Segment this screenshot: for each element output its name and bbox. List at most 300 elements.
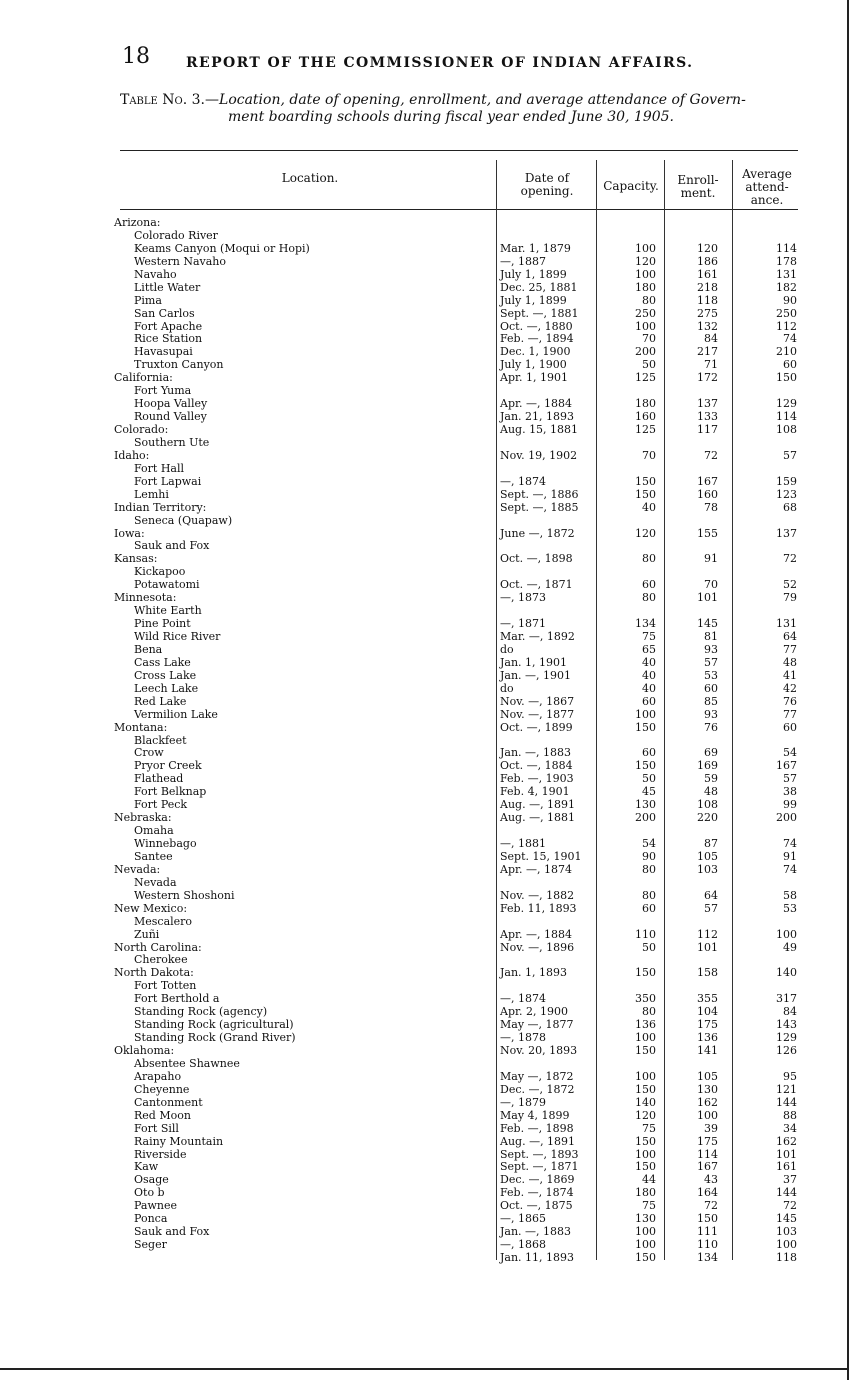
- capacity-value: 150: [635, 1160, 656, 1174]
- school-location: Osage: [134, 1173, 169, 1187]
- average-attendance-value: 95: [783, 1069, 797, 1083]
- enrollment-value: 57: [704, 655, 718, 669]
- average-attendance-value: 37: [783, 1173, 797, 1187]
- average-attendance-value: 58: [783, 888, 797, 902]
- capacity-value: 200: [635, 345, 656, 359]
- school-location: Colorado River: [134, 228, 218, 242]
- caption-text-2: ment boarding schools during fiscal year ended June 30, 1905.: [228, 109, 674, 125]
- average-attendance-value: 100: [776, 927, 797, 941]
- capacity-value: 110: [635, 927, 656, 941]
- capacity-value: 150: [635, 759, 656, 773]
- average-attendance-value: 74: [783, 837, 797, 850]
- opening-date: —, 1874: [500, 474, 546, 488]
- average-attendance-value: 123: [776, 487, 797, 501]
- average-attendance-value: 68: [783, 500, 797, 514]
- capacity-value: 136: [635, 1018, 656, 1032]
- opening-date: Aug. —, 1891: [500, 798, 576, 812]
- school-location: Cross Lake: [134, 668, 197, 682]
- enrollment-value: 72: [704, 1199, 718, 1213]
- average-attendance-value: 131: [776, 617, 797, 631]
- state-row: [0, 863, 859, 876]
- school-location: Bena: [134, 642, 163, 656]
- average-attendance-value: 74: [783, 332, 797, 346]
- enrollment-value: 167: [697, 474, 718, 488]
- state-row: [0, 966, 859, 979]
- school-location: Fort Apache: [134, 319, 203, 333]
- capacity-value: 100: [635, 1238, 656, 1252]
- enrollment-value: 186: [697, 254, 718, 268]
- table-row: [0, 1173, 859, 1186]
- school-location: Cherokee: [134, 953, 188, 967]
- average-attendance-value: 54: [783, 746, 797, 760]
- state-name: Idaho:: [114, 448, 150, 462]
- average-attendance-value: 103: [776, 1225, 797, 1239]
- table-row: [0, 578, 859, 591]
- average-attendance-value: 76: [783, 694, 797, 708]
- caption-line-2: [120, 109, 810, 126]
- state-name: North Dakota:: [114, 966, 194, 980]
- table-row: [0, 746, 859, 759]
- state-name: Arizona:: [114, 216, 161, 229]
- opening-date: Sept. —, 1893: [500, 1147, 579, 1161]
- enrollment-value: 91: [704, 552, 718, 566]
- state-name: Colorado:: [114, 423, 169, 436]
- state-name: New Mexico:: [114, 901, 188, 915]
- table-body: [0, 216, 859, 1264]
- school-location: Seneca (Quapaw): [134, 513, 233, 527]
- average-attendance-value: 118: [776, 1251, 797, 1264]
- school-location: Sauk and Fox: [134, 1225, 210, 1239]
- enrollment-value: 155: [697, 526, 718, 540]
- state-name: Minnesota:: [114, 591, 177, 605]
- capacity-value: 45: [642, 785, 656, 799]
- table-row: [0, 358, 859, 371]
- opening-date: Oct. —, 1880: [500, 319, 573, 333]
- opening-date: Sept. —, 1871: [500, 1160, 579, 1174]
- table-row: [0, 1018, 859, 1031]
- column-location-label: Location.: [281, 171, 339, 185]
- table-row: [0, 1070, 859, 1083]
- opening-date: Jan. 11, 1893: [500, 1251, 575, 1264]
- state-row: [0, 591, 859, 604]
- table-row: [0, 475, 859, 488]
- school-location: Western Navaho: [134, 254, 226, 268]
- opening-date: Jan. 1, 1893: [500, 966, 568, 980]
- average-attendance-value: 129: [776, 1031, 797, 1045]
- school-location: Fort Hall: [134, 461, 185, 475]
- enrollment-value: 78: [704, 500, 718, 514]
- average-attendance-value: 64: [783, 630, 797, 643]
- table-row: [0, 992, 859, 1005]
- table-row: [0, 1238, 859, 1251]
- school-location: Flathead: [134, 772, 184, 786]
- column-header-date: [500, 172, 594, 198]
- capacity-value: 100: [635, 1069, 656, 1083]
- opening-date: Feb. —, 1898: [500, 1121, 574, 1135]
- school-location: Nevada: [134, 875, 177, 889]
- enrollment-value: 59: [704, 772, 718, 786]
- opening-date: do: [500, 681, 514, 695]
- average-attendance-value: 84: [783, 1005, 797, 1019]
- average-attendance-value: 114: [776, 410, 797, 424]
- school-location: Cantonment: [134, 1095, 203, 1109]
- school-location: Zuñi: [134, 927, 160, 941]
- table-row: [0, 759, 859, 772]
- column-date-line-1: Date of: [524, 171, 570, 185]
- opening-date: Feb. 4, 1901: [500, 785, 570, 799]
- capacity-value: 100: [635, 241, 656, 255]
- capacity-value: 80: [642, 552, 656, 566]
- capacity-value: 50: [642, 358, 656, 372]
- table-row: [0, 669, 859, 682]
- average-attendance-value: 210: [776, 345, 797, 359]
- opening-date: Nov. —, 1867: [500, 694, 575, 708]
- opening-date: —, 1874: [500, 992, 546, 1006]
- school-location: Kickapoo: [134, 565, 186, 579]
- table-row: [0, 630, 859, 643]
- school-location: Pine Point: [134, 617, 191, 631]
- average-attendance-value: 77: [783, 642, 797, 656]
- state-row: [0, 1044, 859, 1057]
- capacity-value: 250: [635, 306, 656, 320]
- caption-line-1: Table No. 3.—Location, date of opening, enrollment, and average attendance of Govern-: [120, 92, 746, 108]
- average-attendance-value: 317: [776, 992, 797, 1006]
- school-location: Standing Rock (Grand River): [134, 1031, 296, 1045]
- school-location: Blackfeet: [134, 733, 187, 747]
- school-location: Oto b: [134, 1186, 165, 1200]
- average-attendance-value: 49: [783, 940, 797, 954]
- table-row: [0, 345, 859, 358]
- school-location: Leech Lake: [134, 681, 199, 695]
- opening-date: Apr. 1, 1901: [500, 371, 569, 385]
- capacity-value: 120: [635, 526, 656, 540]
- capacity-value: 50: [642, 940, 656, 954]
- state-row: [0, 552, 859, 565]
- enrollment-value: 169: [697, 759, 718, 773]
- table-row: [0, 656, 859, 669]
- enrollment-value: 136: [697, 1031, 718, 1045]
- enrollment-value: 110: [697, 1238, 718, 1252]
- average-attendance-value: 48: [783, 655, 797, 669]
- capacity-value: 150: [635, 720, 656, 734]
- capacity-value: 40: [642, 668, 656, 682]
- table-row: [0, 1225, 859, 1238]
- opening-date: Jan. —, 1901: [500, 668, 572, 682]
- enrollment-value: 53: [704, 668, 718, 682]
- table-row: [0, 1109, 859, 1122]
- school-location: Western Shoshoni: [134, 888, 235, 902]
- average-attendance-value: 250: [776, 306, 797, 320]
- average-attendance-value: 88: [783, 1108, 797, 1122]
- table-row: [0, 876, 859, 889]
- school-location: San Carlos: [134, 306, 195, 320]
- table-row: [0, 268, 859, 281]
- table-row: [0, 604, 859, 617]
- enrollment-value: 105: [697, 1069, 718, 1083]
- enrollment-value: 104: [697, 1005, 718, 1019]
- average-attendance-value: 72: [783, 1199, 797, 1213]
- table-row: [0, 824, 859, 837]
- opening-date: Apr. —, 1884: [500, 397, 573, 411]
- column-average-line-1: Average: [742, 167, 792, 181]
- school-location: White Earth: [134, 604, 202, 618]
- school-location: Standing Rock (agricultural): [134, 1018, 294, 1032]
- capacity-value: 70: [642, 448, 656, 462]
- capacity-value: 150: [635, 474, 656, 488]
- enrollment-value: 141: [697, 1044, 718, 1057]
- school-location: Fort Peck: [134, 798, 188, 812]
- school-location: Truxton Canyon: [134, 358, 224, 372]
- table-row: [0, 294, 859, 307]
- opening-date: Jan. —, 1883: [500, 1225, 572, 1239]
- opening-date: Feb. —, 1874: [500, 1186, 574, 1200]
- state-name: North Carolina:: [114, 940, 202, 954]
- enrollment-value: 114: [697, 1147, 718, 1161]
- table-row: [0, 734, 859, 747]
- table-row: [0, 397, 859, 410]
- capacity-value: 150: [635, 1082, 656, 1096]
- table-row: [0, 837, 859, 850]
- opening-date: —, 1865: [500, 1212, 546, 1226]
- table-row: [0, 798, 859, 811]
- state-name: Iowa:: [114, 526, 145, 540]
- table-row: [0, 617, 859, 630]
- enrollment-value: 100: [697, 1108, 718, 1122]
- state-name: Indian Territory:: [114, 500, 207, 514]
- enrollment-value: 39: [704, 1121, 718, 1135]
- state-row: [0, 527, 859, 540]
- enrollment-value: 103: [697, 862, 718, 876]
- column-header-enrollment: [666, 174, 730, 200]
- capacity-value: 75: [642, 1199, 656, 1213]
- opening-date: —, 1879: [500, 1095, 546, 1109]
- enrollment-value: 218: [697, 280, 718, 294]
- column-header-capacity: [598, 180, 664, 193]
- table-row: [0, 1005, 859, 1018]
- school-location: Fort Sill: [134, 1121, 179, 1135]
- enrollment-value: 355: [697, 992, 718, 1006]
- capacity-value: 80: [642, 888, 656, 902]
- school-location: Mescalero: [134, 914, 193, 928]
- table-row: [0, 1251, 859, 1264]
- state-row: [0, 902, 859, 915]
- caption-label: Table No. 3.: [120, 92, 206, 108]
- school-location: Lemhi: [134, 487, 169, 501]
- state-name: Nevada:: [114, 862, 161, 876]
- table-row: [0, 1160, 859, 1173]
- enrollment-value: 220: [697, 811, 718, 825]
- enrollment-value: 160: [697, 487, 718, 501]
- table-row: [0, 772, 859, 785]
- state-name: Kansas:: [114, 552, 158, 566]
- capacity-value: 125: [635, 371, 656, 385]
- table-row: [0, 281, 859, 294]
- table-top-rule: [120, 150, 798, 151]
- table-row: [0, 1096, 859, 1109]
- average-attendance-value: 167: [776, 759, 797, 773]
- school-location: Santee: [134, 849, 173, 863]
- table-row: [0, 979, 859, 992]
- opening-date: Sept. —, 1881: [500, 306, 579, 320]
- opening-date: do: [500, 642, 514, 656]
- school-location: Round Valley: [134, 410, 207, 424]
- table-row: [0, 488, 859, 501]
- table-row: [0, 953, 859, 966]
- average-attendance-value: 126: [776, 1044, 797, 1057]
- school-location: Absentee Shawnee: [134, 1056, 240, 1070]
- opening-date: Nov. —, 1882: [500, 888, 575, 902]
- opening-date: May 4, 1899: [500, 1108, 570, 1122]
- capacity-value: 80: [642, 1005, 656, 1019]
- school-location: Arapaho: [134, 1069, 182, 1083]
- enrollment-value: 130: [697, 1082, 718, 1096]
- opening-date: —, 1878: [500, 1031, 546, 1045]
- average-attendance-value: 41: [783, 668, 797, 682]
- table-row: [0, 682, 859, 695]
- capacity-value: 150: [635, 966, 656, 980]
- average-attendance-value: 144: [776, 1186, 797, 1200]
- enrollment-value: 64: [704, 888, 718, 902]
- table-row: [0, 307, 859, 320]
- opening-date: Feb. —, 1894: [500, 332, 574, 346]
- school-location: Hoopa Valley: [134, 397, 208, 411]
- table-row: [0, 229, 859, 242]
- average-attendance-value: 140: [776, 966, 797, 980]
- average-attendance-value: 129: [776, 397, 797, 411]
- table-caption: [120, 92, 810, 126]
- column-header-average: [734, 168, 800, 207]
- state-row: [0, 721, 859, 734]
- state-row: [0, 423, 859, 436]
- enrollment-value: 118: [697, 293, 718, 307]
- capacity-value: 90: [642, 849, 656, 863]
- capacity-value: 180: [635, 397, 656, 411]
- state-row: [0, 449, 859, 462]
- state-row: [0, 371, 859, 384]
- capacity-value: 75: [642, 1121, 656, 1135]
- school-location: Fort Lapwai: [134, 474, 202, 488]
- average-attendance-value: 145: [776, 1212, 797, 1226]
- enrollment-value: 76: [704, 720, 718, 734]
- average-attendance-value: 137: [776, 526, 797, 540]
- opening-date: Apr. —, 1874: [500, 862, 573, 876]
- school-location: Kaw: [134, 1160, 159, 1174]
- opening-date: Sept. —, 1885: [500, 500, 579, 514]
- opening-date: Jan. 1, 1901: [500, 655, 568, 669]
- opening-date: —, 1871: [500, 617, 546, 631]
- enrollment-value: 60: [704, 681, 718, 695]
- opening-date: Nov. —, 1896: [500, 940, 575, 954]
- average-attendance-value: 90: [783, 293, 797, 307]
- average-attendance-value: 143: [776, 1018, 797, 1032]
- table-row: [0, 1199, 859, 1212]
- enrollment-value: 108: [697, 798, 718, 812]
- capacity-value: 65: [642, 642, 656, 656]
- capacity-value: 140: [635, 1095, 656, 1109]
- table-row: [0, 514, 859, 527]
- capacity-value: 40: [642, 500, 656, 514]
- table-row: [0, 1148, 859, 1161]
- school-location: Fort Yuma: [134, 384, 192, 398]
- table-row: [0, 1135, 859, 1148]
- capacity-value: 70: [642, 332, 656, 346]
- opening-date: Jan. 21, 1893: [500, 410, 575, 424]
- opening-date: Nov. 20, 1893: [500, 1044, 578, 1057]
- capacity-value: 100: [635, 1147, 656, 1161]
- opening-date: Sept. 15, 1901: [500, 849, 582, 863]
- opening-date: —, 1868: [500, 1238, 546, 1252]
- opening-date: Oct. —, 1899: [500, 720, 573, 734]
- opening-date: —, 1887: [500, 254, 546, 268]
- capacity-value: 100: [635, 319, 656, 333]
- capacity-value: 350: [635, 992, 656, 1006]
- enrollment-value: 137: [697, 397, 718, 411]
- average-attendance-value: 57: [783, 448, 797, 462]
- average-attendance-value: 150: [776, 371, 797, 385]
- opening-date: Apr. 2, 1900: [500, 1005, 569, 1019]
- state-name: Oklahoma:: [114, 1044, 175, 1057]
- state-name: Montana:: [114, 720, 168, 734]
- opening-date: Nov. 19, 1902: [500, 448, 578, 462]
- capacity-value: 44: [642, 1173, 656, 1187]
- table-header-rule: [120, 209, 798, 210]
- page-number: 18: [122, 44, 150, 69]
- enrollment-value: 105: [697, 849, 718, 863]
- caption-text-1: Location, date of opening, enrollment, and average attendance of Govern-: [219, 92, 746, 108]
- opening-date: Oct. —, 1898: [500, 552, 573, 566]
- table-row: [0, 928, 859, 941]
- table-row: [0, 1031, 859, 1044]
- column-header-location: [240, 172, 380, 185]
- capacity-value: 150: [635, 1251, 656, 1264]
- table-row: [0, 242, 859, 255]
- average-attendance-value: 38: [783, 785, 797, 799]
- opening-date: Aug. —, 1891: [500, 1134, 576, 1148]
- table-row: [0, 436, 859, 449]
- enrollment-value: 101: [697, 591, 718, 605]
- enrollment-value: 101: [697, 940, 718, 954]
- column-capacity-label: Capacity.: [603, 179, 659, 193]
- table-row: [0, 695, 859, 708]
- average-attendance-value: 79: [783, 591, 797, 605]
- capacity-value: 130: [635, 1212, 656, 1226]
- enrollment-value: 69: [704, 746, 718, 760]
- table-row: [0, 643, 859, 656]
- average-attendance-value: 144: [776, 1095, 797, 1109]
- capacity-value: 40: [642, 655, 656, 669]
- capacity-value: 60: [642, 578, 656, 592]
- opening-date: July 1, 1900: [500, 358, 567, 372]
- enrollment-value: 43: [704, 1173, 718, 1187]
- enrollment-value: 71: [704, 358, 718, 372]
- average-attendance-value: 114: [776, 241, 797, 255]
- table-row: [0, 1122, 859, 1135]
- capacity-value: 120: [635, 254, 656, 268]
- table-row: [0, 785, 859, 798]
- opening-date: —, 1881: [500, 837, 546, 850]
- school-location: Rainy Mountain: [134, 1134, 224, 1148]
- average-attendance-value: 60: [783, 720, 797, 734]
- enrollment-value: 167: [697, 1160, 718, 1174]
- enrollment-value: 70: [704, 578, 718, 592]
- table-row: [0, 332, 859, 345]
- average-attendance-value: 99: [783, 798, 797, 812]
- average-attendance-value: 200: [776, 811, 797, 825]
- page-edge-bottom: [0, 1368, 849, 1370]
- enrollment-value: 161: [697, 267, 718, 281]
- capacity-value: 134: [635, 617, 656, 631]
- table-row: [0, 539, 859, 552]
